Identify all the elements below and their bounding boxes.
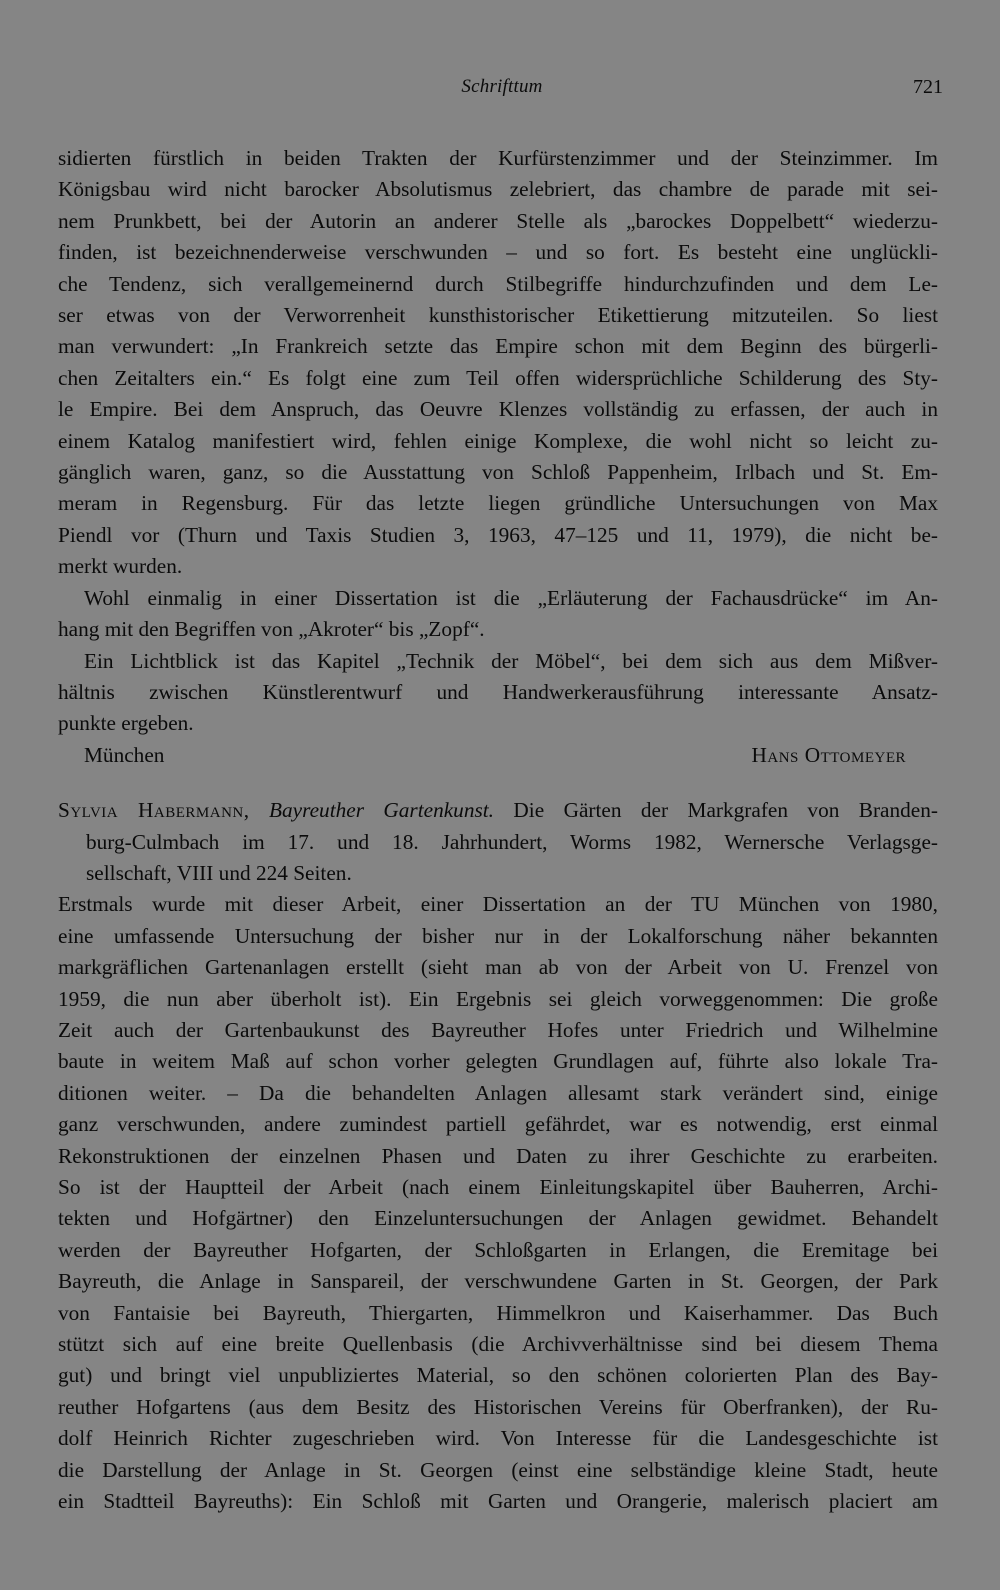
text-line: finden, ist bezeichnenderweise verschwunden – und so fort. Es besteht eine unglückli- [58, 240, 938, 265]
text-line: Ein Lichtblick ist das Kapitel „Technik der Möbel“, bei dem sich aus dem Mißver- [84, 648, 938, 673]
text-line: hang mit den Begriffen von „Akroter“ bis „Zopf“. [58, 617, 485, 642]
text-line: werden der Bayreuther Hofgarten, der Schloßgarten in Erlangen, die Eremitage bei [58, 1237, 938, 1262]
running-head [58, 76, 946, 106]
text-line: Piendl vor (Thurn und Taxis Studien 3, 1963, 47–125 und 11, 1979), die nicht be- [58, 522, 938, 547]
text-line: meram in Regensburg. Für das letzte liegen gründliche Untersuchungen von Max [58, 491, 938, 516]
review-1-paragraph-2 [58, 583, 938, 646]
text-line: ditionen weiter. – Da die behandelten Anlagen allesamt stark verändert sind, einige [58, 1080, 938, 1105]
text-line: eine umfassende Untersuchung der bisher nur in der Lokalforschung näher bekannten [58, 923, 938, 948]
review-place: München [84, 742, 165, 767]
text-line: man verwundert: „In Frankreich setzte das Empire schon mit dem Beginn des bürgerli- [58, 334, 938, 359]
text-line: le Empire. Bei dem Anspruch, das Oeuvre Klenzes vollständig zu erfassen, der auch in [58, 397, 938, 422]
citation-line [58, 795, 938, 826]
citation-line: burg-Culmbach im 17. und 18. Jahrhundert, Worms 1982, Wernersche Verlagsge- [86, 829, 938, 854]
text-line: gänglich waren, ganz, so die Ausstattung von Schloß Pappenheim, Irlbach und St. Em- [58, 460, 938, 485]
book-title: Bayreuther Gartenkunst. [268, 798, 495, 823]
text-line: hältnis zwischen Künstlerentwurf und Handwerkerausführung interessante Ansatz- [58, 679, 938, 704]
text-line: Königsbau wird nicht barocker Absolutismus zelebriert, das chambre de parade mit sei- [58, 177, 938, 202]
text-line: stützt sich auf eine breite Quellenbasis (die Archivverhältnisse sind bei diesem Thema [58, 1332, 938, 1357]
text-line: tekten und Hofgärtner) den Einzeluntersuchungen der Anlagen gewidmet. Behandelt [58, 1206, 938, 1231]
text-line: Rekonstruktionen der einzelnen Phasen und Daten zu ihrer Geschichte zu erarbeiten. [58, 1143, 938, 1168]
text-line: ganz verschwunden, andere zumindest partiell gefährdet, war es notwendig, erst einmal [58, 1112, 938, 1137]
text-line: Wohl einmalig in einer Dissertation ist die „Erläuterung der Fachausdrücke“ im An- [84, 585, 938, 610]
text-line: reuther Hofgartens (aus dem Besitz des Historischen Vereins für Oberfranken), der Ru- [58, 1394, 938, 1419]
text-line: nem Prunkbett, bei der Autorin an anderer Stelle als „barockes Doppelbett“ wiederzu- [58, 208, 938, 233]
text-line: merkt wurden. [58, 554, 183, 579]
running-title: Schrifttum [461, 76, 543, 97]
review-separator [58, 771, 938, 795]
text-line: dolf Heinrich Richter zugeschrieben wird. Von Interesse für die Landesgeschichte ist [58, 1426, 938, 1451]
text-line: gut) und bringt viel unpubliziertes Material, so den schönen colorierten Plan des Bay- [58, 1363, 938, 1388]
text-line: Bayreuth, die Anlage in Sanspareil, der verschwundene Garten in St. Georgen, der Park [58, 1269, 938, 1294]
text-line: ein Stadtteil Bayreuths): Ein Schloß mit Garten und Orangerie, malerisch placiert am [58, 1489, 938, 1514]
text-line: che Tendenz, sich verallgemeinernd durch Stilbegriffe hindurchzufinden und dem Le- [58, 271, 938, 296]
book-author: Sylvia Habermann, [58, 798, 250, 823]
citation-text: Die Gärten der Markgrafen von Branden- [513, 798, 939, 823]
text-line: 1959, die nun aber überholt ist). Ein Ergebnis sei gleich vorweggenommen: Die große [58, 986, 938, 1011]
review-2-citation [58, 795, 938, 889]
text-line: ser etwas von der Verworrenheit kunsthistorischer Etikettierung mitzuteilen. So liest [58, 303, 938, 328]
review-1-paragraph-3 [58, 646, 938, 740]
text-line: Zeit auch der Gartenbaukunst des Bayreuther Hofes unter Friedrich und Wilhelmine [58, 1017, 938, 1042]
citation-line: sellschaft, VIII und 224 Seiten. [86, 860, 352, 885]
review-signature [58, 740, 938, 771]
text-line: einem Katalog manifestiert wird, fehlen einige Komplexe, die wohl nicht so leicht zu- [58, 428, 938, 453]
text-line: sidierten fürstlich in beiden Trakten der Kurfürstenzimmer und der Steinzimmer. Im [58, 146, 938, 170]
text-line: So ist der Hauptteil der Arbeit (nach einem Einleitungskapitel über Bauherren, Archi- [58, 1175, 938, 1199]
review-1-paragraph-1 [58, 143, 938, 583]
text-line: baute in weitem Maß auf schon vorher gelegten Grundlagen auf, führte also lokale Tra- [58, 1049, 938, 1074]
text-line: chen Zeitalters ein.“ Es folgt eine zum Teil offen widersprüchliche Schilderung des Sty- [58, 365, 938, 390]
text-line: punkte ergeben. [58, 711, 194, 736]
text-line: von Fantaisie bei Bayreuth, Thiergarten, Himmelkron und Kaiserhammer. Das Buch [58, 1300, 938, 1325]
text-line: markgräflichen Gartenanlagen erstellt (sieht man ab von der Arbeit von U. Frenzel von [58, 955, 938, 980]
review-2-body [58, 889, 938, 1517]
body-text [58, 143, 938, 1517]
text-line: Erstmals wurde mit dieser Arbeit, einer Dissertation an der TU München von 1980, [58, 892, 938, 917]
page-number: 721 [913, 76, 943, 98]
text-line: die Darstellung der Anlage in St. Georgen (einst eine selbständige kleine Stadt, heute [58, 1457, 938, 1482]
reviewer-name: Hans Ottomeyer [751, 742, 906, 767]
